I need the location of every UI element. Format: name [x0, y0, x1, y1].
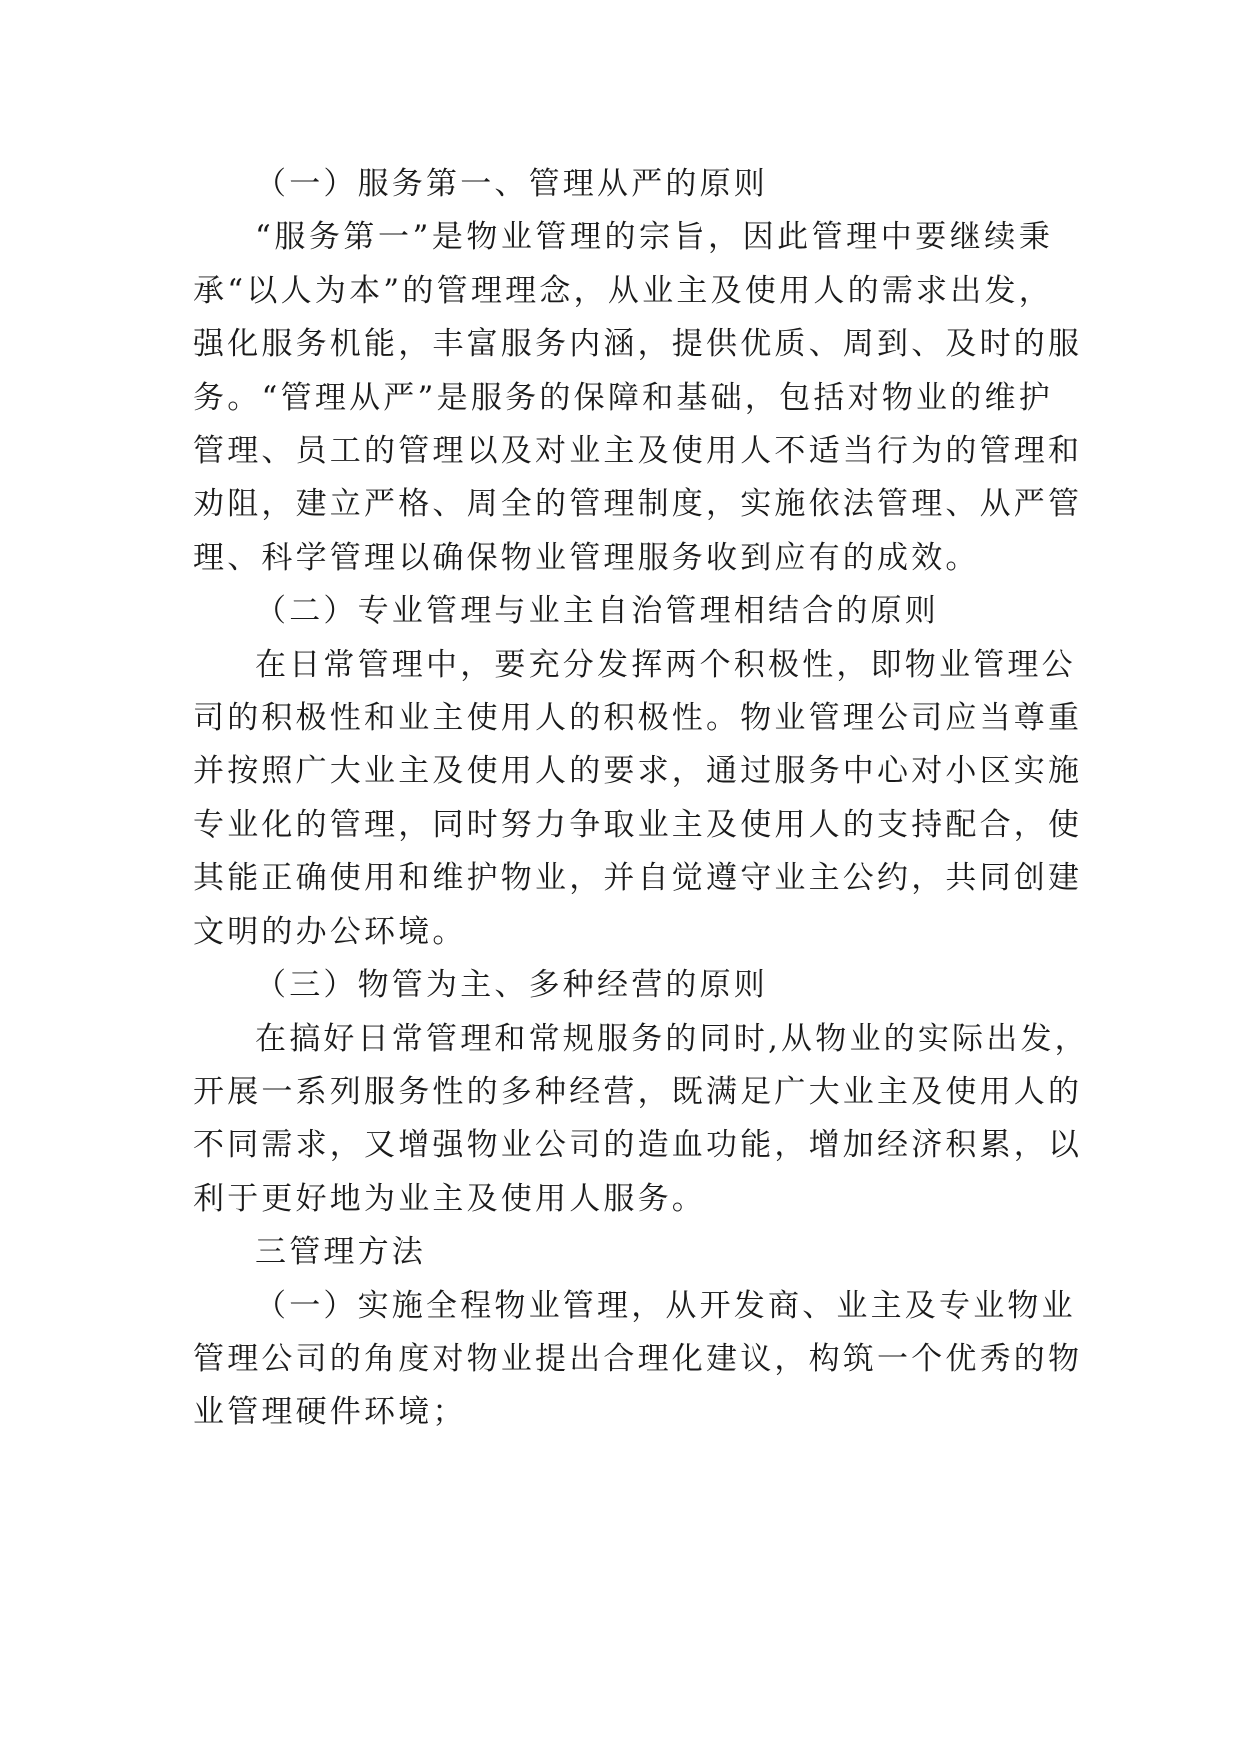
text-line: （一）实施全程物业管理，从开发商、业主及专业物业	[255, 1287, 1076, 1324]
text-line: 文明的办公环境。	[193, 913, 467, 950]
section-heading-diversified-operation	[193, 959, 1053, 1012]
paragraph-diversified-operation	[193, 1013, 1089, 1227]
text-line: 专业化的管理，同时努力争取业主及使用人的支持配合，使	[193, 806, 1083, 843]
text-line: 承“以人为本”的管理理念，从业主及使用人的需求出发，	[193, 272, 1053, 309]
section-heading-service-first	[193, 158, 1053, 211]
section-heading-professional-management	[193, 585, 1053, 638]
text-line: 务。“管理从严”是服务的保障和基础，包括对物业的维护	[193, 379, 1053, 416]
text-line: 三管理方法	[255, 1234, 426, 1271]
text-line: 业管理硬件环境；	[193, 1394, 467, 1431]
section-heading-management-methods	[193, 1226, 1053, 1279]
text-line: 司的积极性和业主使用人的积极性。物业管理公司应当尊重	[193, 700, 1083, 737]
paragraph-full-process-management	[193, 1280, 1083, 1440]
text-line: 开展一系列服务性的多种经营，既满足广大业主及使用人的	[193, 1073, 1083, 1110]
text-line: （三）物管为主、多种经营的原则	[255, 967, 768, 1004]
text-line: 强化服务机能，丰富服务内涵，提供优质、周到、及时的服	[193, 326, 1083, 363]
text-line: 利于更好地为业主及使用人服务。	[193, 1180, 706, 1217]
text-line: （二）专业管理与业主自治管理相结合的原则	[255, 593, 939, 630]
text-line: （一）服务第一、管理从严的原则	[255, 166, 768, 202]
text-line: 并按照广大业主及使用人的要求，通过服务中心对小区实施	[193, 753, 1083, 790]
text-line: 其能正确使用和维护物业，并自觉遵守业主公约，共同创建	[193, 860, 1083, 897]
paragraph-service-first	[193, 211, 1083, 585]
text-line: 在日常管理中，要充分发挥两个积极性，即物业管理公	[255, 646, 1076, 683]
text-line: “服务第一”是物业管理的宗旨，因此管理中要继续秉	[255, 219, 1053, 256]
text-line: 在搞好日常管理和常规服务的同时,从物业的实际出发，	[255, 1020, 1089, 1057]
document-body	[193, 158, 1089, 1440]
text-line: 不同需求，又增强物业公司的造血功能，增加经济积累，以	[193, 1127, 1083, 1164]
text-line: 管理公司的角度对物业提出合理化建议，构筑一个优秀的物	[193, 1340, 1083, 1377]
text-line: 理、科学管理以确保物业管理服务收到应有的成效。	[193, 539, 980, 576]
text-line: 劝阻，建立严格、周全的管理制度，实施依法管理、从严管	[193, 486, 1083, 523]
paragraph-professional-management	[193, 639, 1083, 959]
text-line: 管理、员工的管理以及对业主及使用人不适当行为的管理和	[193, 433, 1083, 470]
